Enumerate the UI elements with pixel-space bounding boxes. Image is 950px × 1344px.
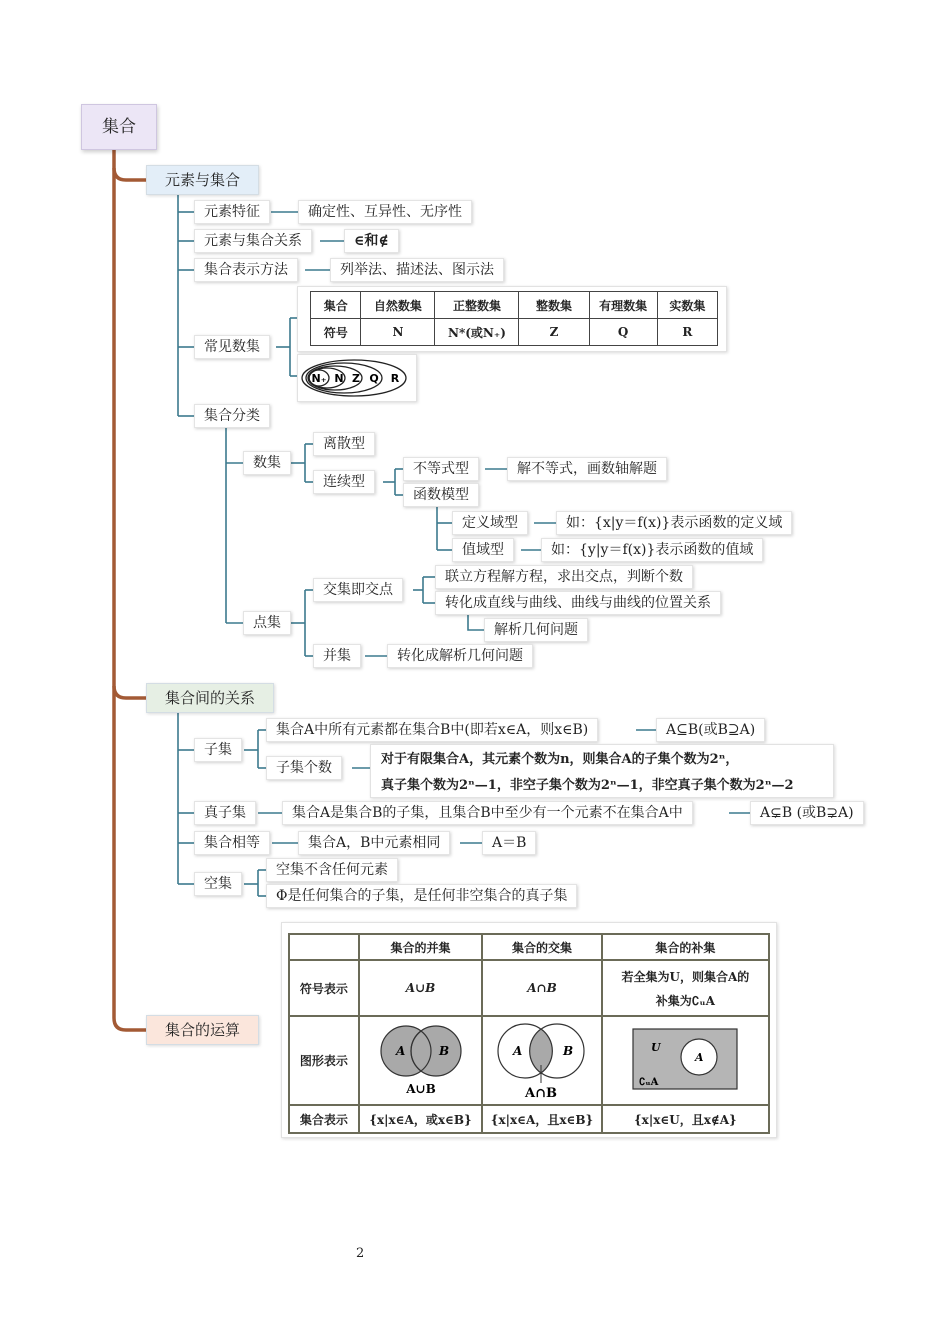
section-set-relations: 集合间的关系	[146, 683, 274, 713]
union-node: 并集	[313, 644, 361, 668]
number-set-table	[310, 291, 718, 346]
venn-label-a: A	[395, 1044, 405, 1058]
table-header-cell: 集合	[311, 292, 361, 319]
table-header-cell	[289, 934, 359, 960]
table-header-cell: 实数集	[657, 292, 717, 319]
table-header-cell: 集合的交集	[482, 934, 601, 960]
table-cell	[482, 1016, 601, 1105]
intersection-method-3: 解析几何问题	[484, 618, 588, 642]
section-elements-and-sets: 元素与集合	[146, 165, 259, 195]
table-cell	[602, 960, 769, 1016]
proper-subset-symbol: A⊊B (或B⊋A)	[750, 801, 864, 825]
intersection-method-2: 转化成直线与曲线、曲线与曲线的位置关系	[435, 591, 721, 615]
row-header-cell: 图形表示	[289, 1016, 359, 1105]
proper-subset-definition: 集合A是集合B的子集，且集合B中至少有一个元素不在集合A中	[282, 801, 693, 825]
nested-label: N₊	[311, 372, 327, 385]
number-set-node: 数集	[243, 451, 291, 475]
complement-graph-label: ∁ᵤA	[639, 1077, 659, 1088]
representation-methods-node: 集合表示方法	[194, 258, 298, 282]
discrete-type-node: 离散型	[313, 432, 375, 456]
subset-definition: 集合A中所有元素都在集合B中(即若x∈A，则x∈B)	[266, 718, 598, 742]
table-cell: Z	[519, 319, 589, 346]
complement-venn-diagram	[605, 1017, 765, 1101]
row-header-cell: 符号表示	[289, 960, 359, 1016]
subset-count-line-2: 真子集个数为2ⁿ—1，非空子集个数为2ⁿ—1，非空真子集个数为2ⁿ—2	[381, 778, 794, 793]
venn-label-a: A	[513, 1044, 523, 1058]
union-graph-label: A∪B	[405, 1082, 436, 1096]
empty-set-property-1: 空集不含任何元素	[266, 858, 398, 882]
nested-sets-box	[297, 354, 417, 402]
table-cell: {x|x∈A，或x∈B}	[359, 1105, 482, 1133]
inequality-value: 解不等式，画数轴解题	[507, 457, 667, 481]
table-cell: A∩B	[482, 960, 601, 1016]
operations-table	[288, 933, 770, 1134]
complement-symbol-line-1: 若全集为U，则集合A的	[621, 970, 750, 984]
table-cell: {x|x∈A，且x∈B}	[482, 1105, 601, 1133]
table-header-cell: 自然数集	[361, 292, 435, 319]
empty-set-node: 空集	[194, 872, 242, 896]
element-features-value: 确定性、互异性、无序性	[298, 200, 472, 224]
continuous-type-node: 连续型	[313, 470, 375, 494]
nested-label: Z	[352, 372, 360, 385]
venn-label-a: A	[695, 1051, 704, 1064]
domain-type-value: 如：{x|y＝f(x)}表示函数的定义域	[556, 511, 792, 535]
point-set-node: 点集	[243, 611, 291, 635]
inequality-type-node: 不等式型	[403, 457, 479, 481]
table-header-cell: 正整数集	[435, 292, 519, 319]
table-cell: N	[361, 319, 435, 346]
set-equality-definition: 集合A，B中元素相同	[298, 831, 450, 855]
representation-methods-value: 列举法、描述法、图示法	[330, 258, 504, 282]
domain-type-node: 定义域型	[452, 511, 528, 535]
table-header-cell: 集合的并集	[359, 934, 482, 960]
intersection-graph-label: A∩B	[525, 1086, 557, 1101]
table-cell: A∪B	[359, 960, 482, 1016]
venn-label-b: B	[563, 1044, 574, 1058]
table-header-cell: 集合的补集	[602, 934, 769, 960]
row-header-cell: 集合表示	[289, 1105, 359, 1133]
common-number-sets-node: 常见数集	[194, 335, 270, 359]
number-set-table-box	[297, 286, 727, 352]
intersection-method-1: 联立方程解方程，求出交点，判断个数	[435, 565, 693, 589]
nested-label: Q	[369, 372, 379, 385]
union-venn-diagram	[362, 1017, 480, 1101]
operations-table-box	[281, 922, 777, 1138]
venn-label-u: U	[651, 1041, 661, 1054]
subset-count-node: 子集个数	[266, 756, 342, 780]
empty-set-property-2: Φ是任何集合的子集，是任何非空集合的真子集	[266, 884, 577, 908]
subset-symbol: A⊆B(或B⊇A)	[656, 718, 765, 742]
proper-subset-node: 真子集	[194, 801, 256, 825]
element-relation-value: ∈和∉	[344, 229, 399, 253]
element-relation-node: 元素与集合关系	[194, 229, 312, 253]
root-node: 集合	[81, 104, 157, 150]
subset-count-box	[370, 744, 834, 798]
table-cell: Q	[589, 319, 657, 346]
table-header-cell: 整数集	[519, 292, 589, 319]
table-cell	[602, 1016, 769, 1105]
complement-symbol-line-2: 补集为∁ᵤA	[655, 994, 715, 1008]
nested-label: N	[334, 372, 344, 385]
set-classification-node: 集合分类	[194, 404, 270, 428]
table-header-cell: 有理数集	[589, 292, 657, 319]
range-type-value: 如：{y|y＝f(x)}表示函数的值域	[541, 538, 763, 562]
table-cell: 符号	[311, 319, 361, 346]
function-model-node: 函数模型	[403, 483, 479, 507]
table-cell: N*(或N₊)	[435, 319, 519, 346]
union-value: 转化成解析几何问题	[387, 644, 533, 668]
intersection-venn-diagram	[485, 1017, 599, 1101]
venn-label-b: B	[438, 1044, 449, 1058]
section-set-operations: 集合的运算	[146, 1015, 259, 1045]
table-cell: {x|x∈U，且x∉A}	[602, 1105, 769, 1133]
subset-node: 子集	[194, 738, 242, 762]
set-equality-node: 集合相等	[194, 831, 270, 855]
table-cell: R	[657, 319, 717, 346]
set-equality-symbol: A＝B	[482, 831, 536, 855]
page-number: 2	[356, 1246, 365, 1261]
table-cell	[359, 1016, 482, 1105]
intersection-point-node: 交集即交点	[313, 578, 403, 602]
range-type-node: 值域型	[452, 538, 514, 562]
subset-count-line-1: 对于有限集合A，其元素个数为n，则集合A的子集个数为2ⁿ，	[381, 752, 739, 767]
nested-sets-diagram	[298, 355, 416, 401]
element-features-node: 元素特征	[194, 200, 270, 224]
nested-label: R	[390, 372, 400, 385]
